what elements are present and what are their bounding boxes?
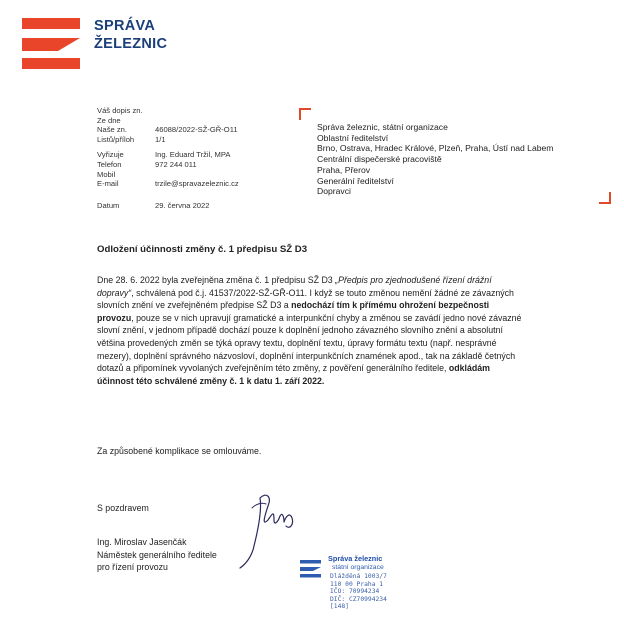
stamp-line: Dlážděná 1003/7: [330, 573, 387, 580]
logo-mark-icon: [22, 18, 82, 70]
address-line: Dopravci: [317, 186, 351, 197]
stamp-line: DIČ: CZ70994234: [330, 595, 387, 603]
handwritten-signature-icon: [232, 490, 307, 572]
body-text-run: , schválená pod č.j. 41537/2022-SŽ-GŘ-O11. I když se touto změnou nemění žádné ze závazných slovních znění ve zveřejněném předpise SŽ D3 a: [97, 287, 514, 311]
address-line: Centrální dispečerské pracoviště: [317, 154, 442, 165]
letter-meta: [97, 106, 239, 210]
stamp-subtitle: státní organizace: [332, 564, 384, 571]
meta-row: [97, 160, 239, 170]
address-corner-top-left: [299, 108, 311, 120]
address-line: Oblastní ředitelství: [317, 132, 389, 143]
signatory-title: pro řízení provozu: [97, 562, 168, 573]
letter-subject: Odložení účinnosti změny č. 1 předpisu SŽ D3: [97, 244, 308, 255]
meta-row: [97, 150, 239, 160]
stamp-line: 110 00 Praha 1: [330, 580, 384, 588]
meta-value: 1/1: [155, 134, 166, 144]
body-text-run: , pouze se v nich upravují gramatické a interpunkční chyby a změnou se zavádí jedno nové závazné slovní znění, v jednom případě dochází pouze k doplnění jednoho závazného slovního znění a absolutní většina provedených změn se týká opravy textu, doplnění textu, úpravy formátu textu (např. nesprávné mezery), doplnění správného názvosloví, doplnění interpunkčních znamének apod., tak na základě četných dotazů a připomínek vyvolaných zveřejněním této změny, z pověření generálního ředitele,: [97, 312, 522, 374]
meta-value: Ing. Eduard Tržil, MPA: [155, 150, 231, 160]
body-bold-run: nedochází tím k přímému ohrožení bezpečnosti provozu: [97, 300, 490, 323]
meta-label: Mobil: [97, 169, 116, 179]
meta-label: Ze dne: [97, 115, 121, 125]
brand-line-1: SPRÁVA: [94, 18, 156, 34]
stamp-line: IČO: 70994234: [330, 588, 380, 596]
meta-label: Telefon: [97, 159, 122, 169]
signatory-title: Náměstek generálního ředitele: [97, 549, 217, 560]
greeting: S pozdravem: [97, 503, 149, 513]
meta-spacer: [97, 189, 239, 201]
signatory-block: [97, 536, 217, 574]
stamp-logo-icon: [300, 560, 322, 578]
brand-line-2: ŽELEZNIC: [94, 36, 168, 52]
meta-row: [97, 106, 239, 116]
letter-body-paragraph: [97, 274, 527, 387]
meta-row: [97, 116, 239, 126]
meta-label: E-mail: [97, 179, 119, 189]
meta-row: [97, 125, 239, 135]
address-line: Generální ředitelství: [317, 175, 394, 186]
body-bold-run: odkládám účinnost této schválené změny č. 1 k datu 1. září 2022.: [97, 363, 490, 386]
body-text-run: Dne 28. 6. 2022 byla zveřejněna změna č. 1 předpisu SŽ D3: [97, 275, 336, 285]
recipient-address: [317, 122, 567, 197]
address-line: Správa železnic, státní organizace: [317, 122, 448, 132]
meta-label: Datum: [97, 200, 120, 210]
address-line: Praha, Přerov: [317, 164, 371, 175]
meta-row: [97, 170, 239, 180]
signatory-name: Ing. Miroslav Jasenčák: [97, 537, 187, 547]
meta-value: 972 244 011: [155, 159, 197, 169]
address-line: Brno, Ostrava, Hradec Králové, Plzeň, Praha, Ústí nad Labem: [317, 143, 554, 154]
meta-value: trzile@spravazeleznic.cz: [155, 179, 239, 189]
stamp-details: [330, 573, 387, 611]
meta-label: Naše zn.: [97, 125, 127, 135]
meta-row: [97, 135, 239, 145]
meta-value: 29. června 2022: [155, 200, 210, 210]
address-corner-bottom-right: [599, 192, 611, 204]
meta-value: 46088/2022-SŽ-GŘ-O11: [155, 125, 238, 135]
meta-row: [97, 179, 239, 189]
meta-label: Váš dopis zn.: [97, 106, 143, 115]
body-italic-run: „Předpis pro zjednodušené řízení drážní dopravy“: [97, 275, 492, 298]
meta-row: [97, 201, 239, 211]
stamp-code: [148]: [330, 603, 349, 611]
meta-label: Listů/příloh: [97, 134, 135, 144]
apology-line: Za způsobené komplikace se omlouváme.: [97, 446, 262, 456]
stamp-title: Správa železnic: [328, 554, 383, 563]
meta-label: Vyřizuje: [97, 150, 124, 160]
